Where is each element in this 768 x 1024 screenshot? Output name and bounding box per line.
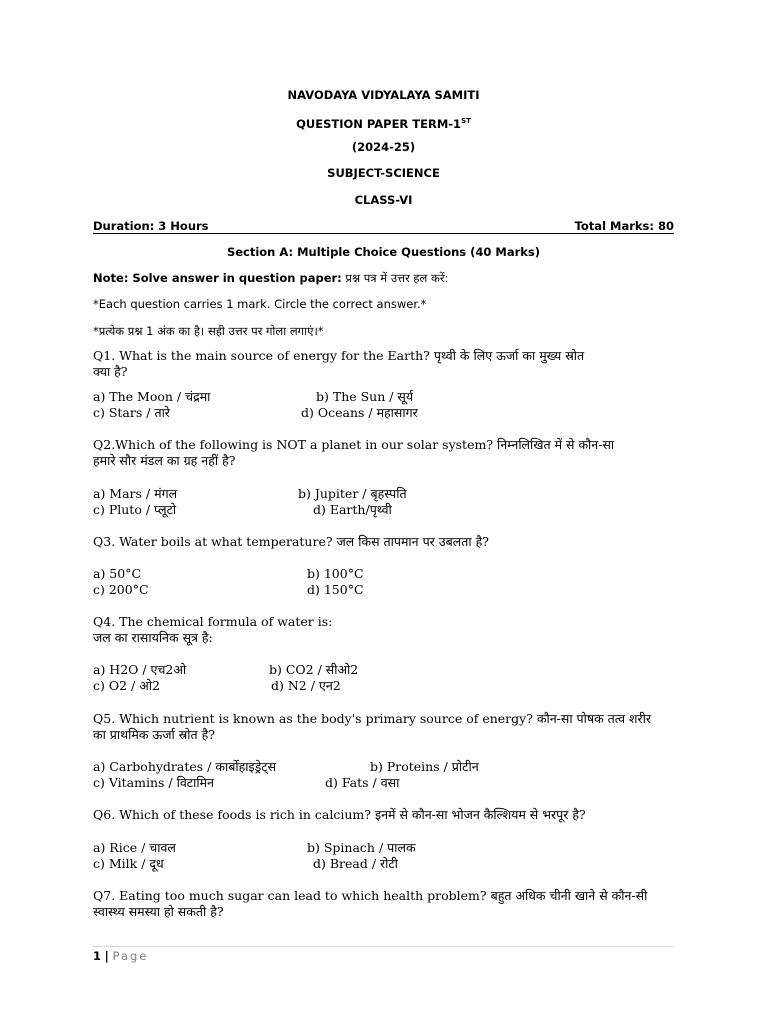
question-2-option-b: b) Jupiter / बृहस्पति xyxy=(298,486,407,501)
question-1-option-d: d) Oceans / महासागर xyxy=(301,405,418,420)
duration-underline xyxy=(93,233,674,234)
class-title: CLASS-VI xyxy=(354,193,413,207)
duration-text: Duration: 3 Hours xyxy=(93,219,209,233)
paper-title-superscript: ST xyxy=(461,117,471,125)
footer-separator: | xyxy=(104,949,109,963)
note-hindi: प्रश्न पत्र में उत्तर हल करें: xyxy=(341,271,449,285)
question-4-option-b: b) CO2 / सीओ2 xyxy=(269,662,359,677)
question-6-option-b: b) Spinach / पालक xyxy=(307,840,416,855)
page-label: Page xyxy=(112,949,149,963)
question-2-option-d: d) Earth/पृथ्वी xyxy=(313,502,392,517)
question-2-option-c: c) Pluto / प्लूटो xyxy=(93,502,177,517)
footer-divider xyxy=(93,946,674,947)
question-3-line-1: Q3. Water boils at what temperature? जल किस तापमान पर उबलता है? xyxy=(93,534,489,549)
question-7-line-1: Q7. Eating too much sugar can lead to which health problem? बहुत अधिक चीनी खाने से कौन-सी xyxy=(93,888,648,903)
question-5-option-c: c) Vitamins / विटामिन xyxy=(93,775,214,790)
question-3-option-d: d) 150°C xyxy=(307,582,364,597)
question-5-line-2: का प्राथमिक ऊर्जा स्रोत है? xyxy=(93,727,215,742)
session-year: (2024-25) xyxy=(351,140,416,154)
question-6-line-1: Q6. Which of these foods is rich in calcium? इनमें से कौन-सा भोजन कैल्शियम से भरपूर है? xyxy=(93,807,586,822)
subject-title: SUBJECT-SCIENCE xyxy=(327,166,440,180)
question-3-option-c: c) 200°C xyxy=(93,582,149,597)
question-5-option-b: b) Proteins / प्रोटीन xyxy=(370,759,479,774)
question-4-option-c: c) O2 / ओ2 xyxy=(93,678,160,693)
question-6-option-a: a) Rice / चावल xyxy=(93,840,176,855)
organization-title: NAVODAYA VIDYALAYA SAMITI xyxy=(287,88,480,102)
question-6-option-c: c) Milk / दूध xyxy=(93,856,164,871)
question-4-option-d: d) N2 / एन2 xyxy=(271,678,341,693)
question-5-option-d: d) Fats / वसा xyxy=(325,775,400,790)
note-line xyxy=(93,270,683,286)
question-1-line-2: क्या है? xyxy=(93,364,128,379)
paper-title-text: QUESTION PAPER TERM-1 xyxy=(296,117,462,131)
paper-title xyxy=(93,114,674,131)
question-1-line-1: Q1. What is the main source of energy for the Earth? पृथ्वी के लिए ऊर्जा का मुख्य स्रोत xyxy=(93,348,585,363)
question-2-option-a: a) Mars / मंगल xyxy=(93,486,178,501)
page-footer xyxy=(93,948,148,964)
section-heading: Section A: Multiple Choice Questions (40 Marks) xyxy=(226,245,541,259)
question-1-option-c: c) Stars / तारे xyxy=(93,405,170,420)
question-5-option-a: a) Carbohydrates / कार्बोहाइड्रेट्स xyxy=(93,759,277,774)
question-4-line-1: Q4. The chemical formula of water is: xyxy=(93,614,333,629)
question-4-option-a: a) H2O / एच2ओ xyxy=(93,662,187,677)
question-2-line-1: Q2.Which of the following is NOT a planet in our solar system? निम्नलिखित में से कौन-सा xyxy=(93,437,615,452)
question-6-option-d: d) Bread / रोटी xyxy=(313,856,398,871)
marks-instruction-en: *Each question carries 1 mark. Circle the correct answer.* xyxy=(93,297,427,311)
question-3-option-b: b) 100°C xyxy=(307,566,364,581)
note-label: Note: Solve answer in question paper: xyxy=(93,271,342,285)
page-number: 1 xyxy=(93,949,102,963)
question-3-option-a: a) 50°C xyxy=(93,566,142,581)
question-1-option-b: b) The Sun / सूर्य xyxy=(316,389,414,404)
total-marks-text: Total Marks: 80 xyxy=(574,219,674,233)
question-2-line-2: हमारे सौर मंडल का ग्रह नहीं है? xyxy=(93,453,236,468)
question-7-line-2: स्वास्थ्य समस्या हो सकती है? xyxy=(93,904,224,919)
marks-instruction-hi: *प्रत्येक प्रश्न 1 अंक का है। सही उत्तर पर गोला लगाएं।* xyxy=(93,324,324,338)
question-5-line-1: Q5. Which nutrient is known as the body's primary source of energy? कौन-सा पोषक तत्व शरीर xyxy=(93,711,652,726)
question-4-line-2: जल का रासायनिक सूत्र है: xyxy=(93,630,213,645)
question-1-option-a: a) The Moon / चंद्रमा xyxy=(93,389,211,404)
